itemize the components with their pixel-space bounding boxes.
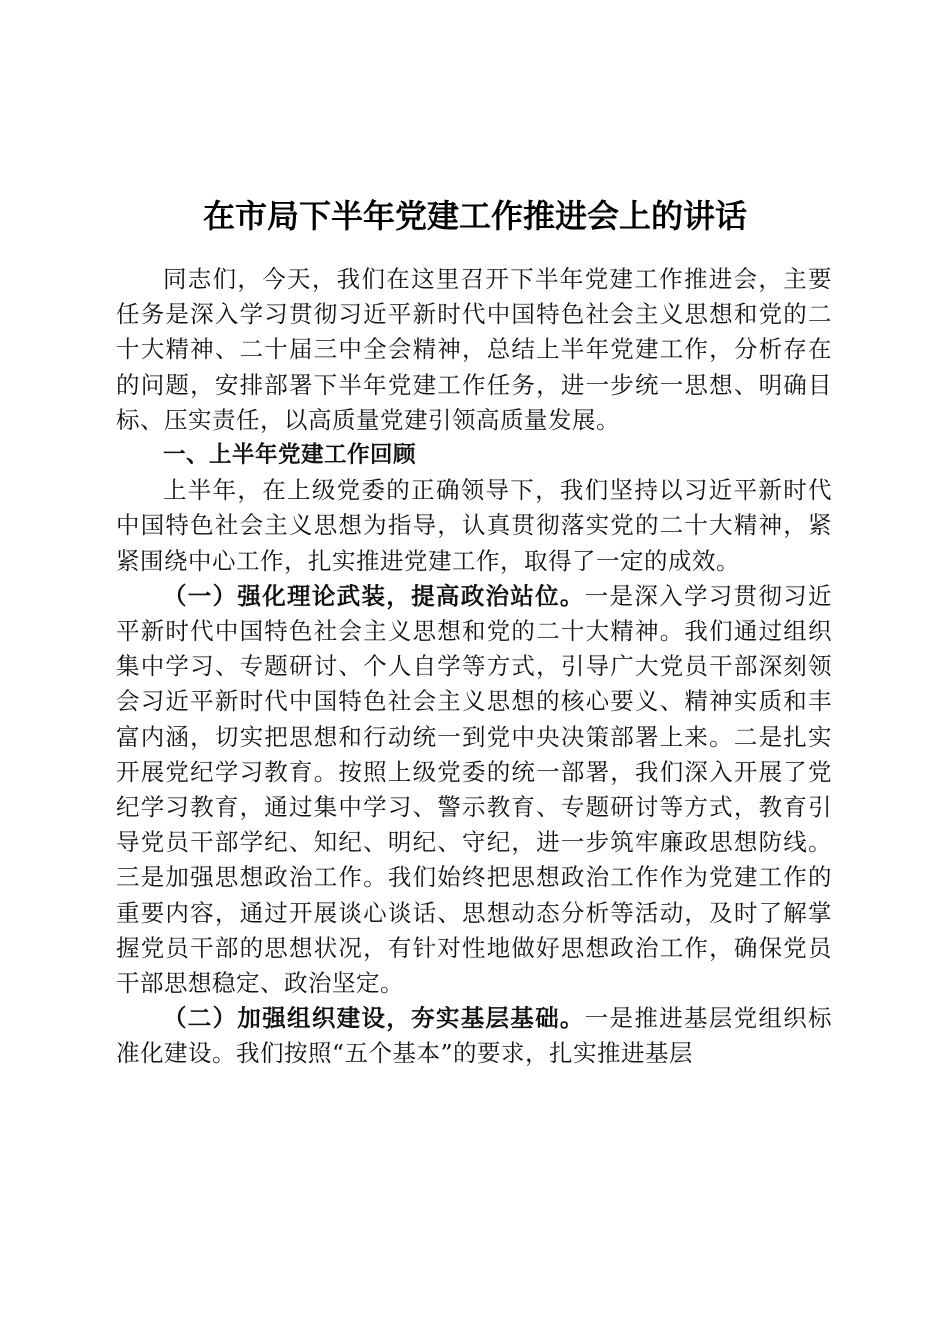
document-body xyxy=(116,262,832,1072)
item-lead-1: （一）强化理论武装，提高政治站位。 xyxy=(163,581,585,610)
item-lead-2: （二）加强组织建设，夯实基层基础。 xyxy=(163,1004,585,1033)
item-paragraph-1 xyxy=(116,579,832,1001)
item-paragraph-2 xyxy=(116,1001,832,1071)
intro-paragraph: 同志们，今天，我们在这里召开下半年党建工作推进会，主要任务是深入学习贯彻习近平新时代中国特色社会主义思想和党的二十大精神、二十届三中全会精神，总结上半年党建工作，分析存在的问题，安排部署下半年党建工作任务，进一步统一思想、明确目标、压实责任，以高质量党建引领高质量发展。 xyxy=(116,265,832,434)
item-text-1: 一是深入学习贯彻习近平新时代中国特色社会主义思想和党的二十大精神。我们通过组织集中学习、专题研讨、个人自学等方式，引导广大党员干部深刻领会习近平新时代中国特色社会主义思想的核心要义、精神实质和丰富内涵，切实把思想和行动统一到党中央决策部署上来。二是扎实开展党纪学习教育。按照上级党委的统一部署，我们深入开展了党纪学习教育，通过集中学习、警示教育、专题研讨等方式，教育引导党员干部学纪、知纪、明纪、守纪，进一步筑牢廉政思想防线。三是加强思想政治工作。我们始终把思想政治工作作为党建工作的重要内容，通过开展谈心谈话、思想动态分析等活动，及时了解掌握党员干部的思想状况，有针对性地做好思想政治工作，确保党员干部思想稳定、政治坚定。 xyxy=(116,581,833,998)
document-title: 在市局下半年党建工作推进会上的讲话 xyxy=(202,197,747,235)
item-text-2: 一是推进基层党组织标准化建设。我们按照“五个基本”的要求，扎实推进基层 xyxy=(116,1004,833,1068)
section-heading: 一、上半年党建工作回顾 xyxy=(163,442,417,469)
section-intro-paragraph: 上半年，在上级党委的正确领导下，我们坚持以习近平新时代中国特色社会主义思想为指导，认真贯彻落实党的二十大精神，紧紧围绕中心工作，扎实推进党建工作，取得了一定的成效。 xyxy=(116,476,832,575)
